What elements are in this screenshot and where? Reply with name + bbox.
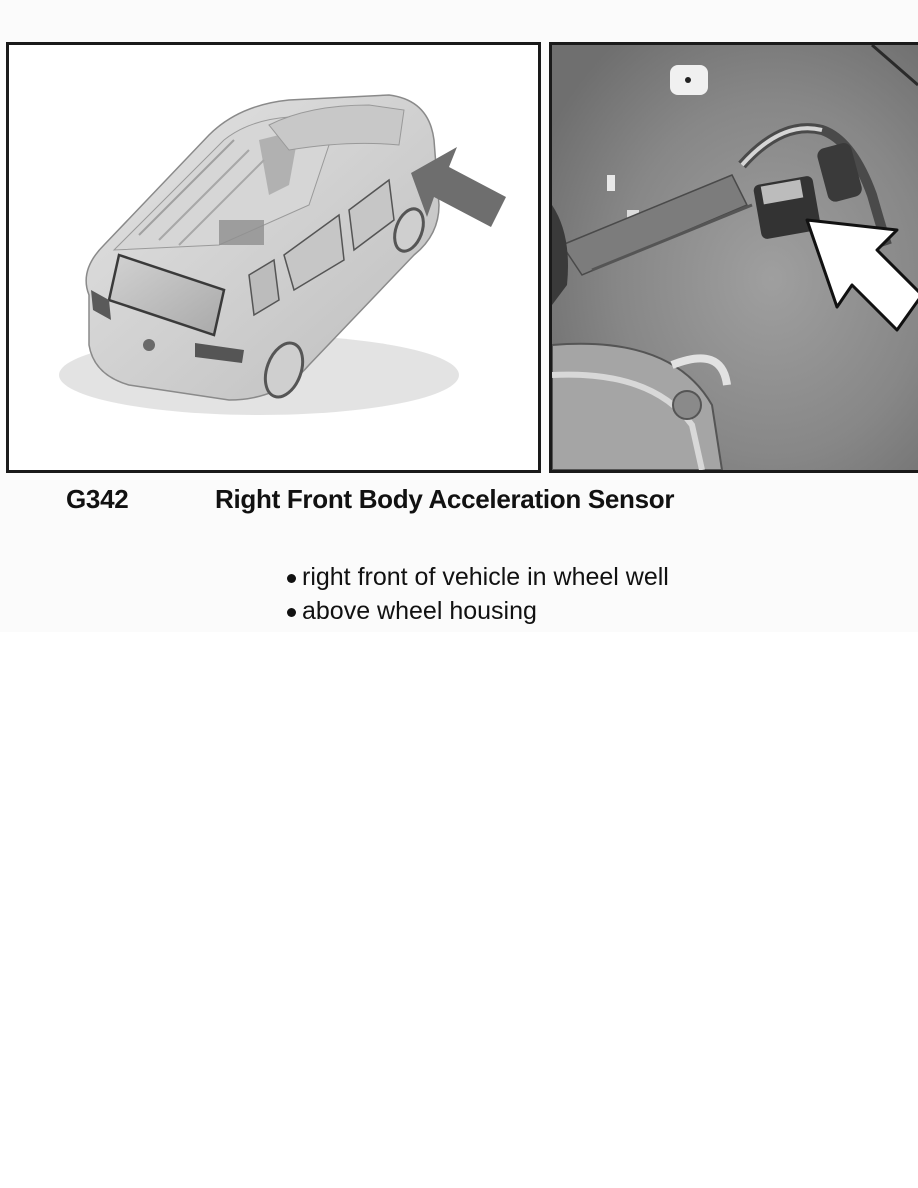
list-item: [287, 560, 669, 594]
location-note-text: above wheel housing: [302, 597, 537, 625]
bullet-icon: [287, 608, 296, 617]
component-title: Right Front Body Acceleration Sensor: [215, 484, 675, 514]
list-item: [287, 594, 669, 628]
location-notes-list: [287, 560, 669, 628]
vehicle-location-illustration: [6, 42, 541, 473]
wheel-well-photo: [552, 45, 918, 470]
component-code: G342: [66, 484, 129, 514]
sensor-closeup-photo: [549, 42, 918, 473]
suv-illustration: [9, 45, 538, 470]
location-note-text: right front of vehicle in wheel well: [302, 563, 669, 591]
bullet-icon: [287, 574, 296, 583]
